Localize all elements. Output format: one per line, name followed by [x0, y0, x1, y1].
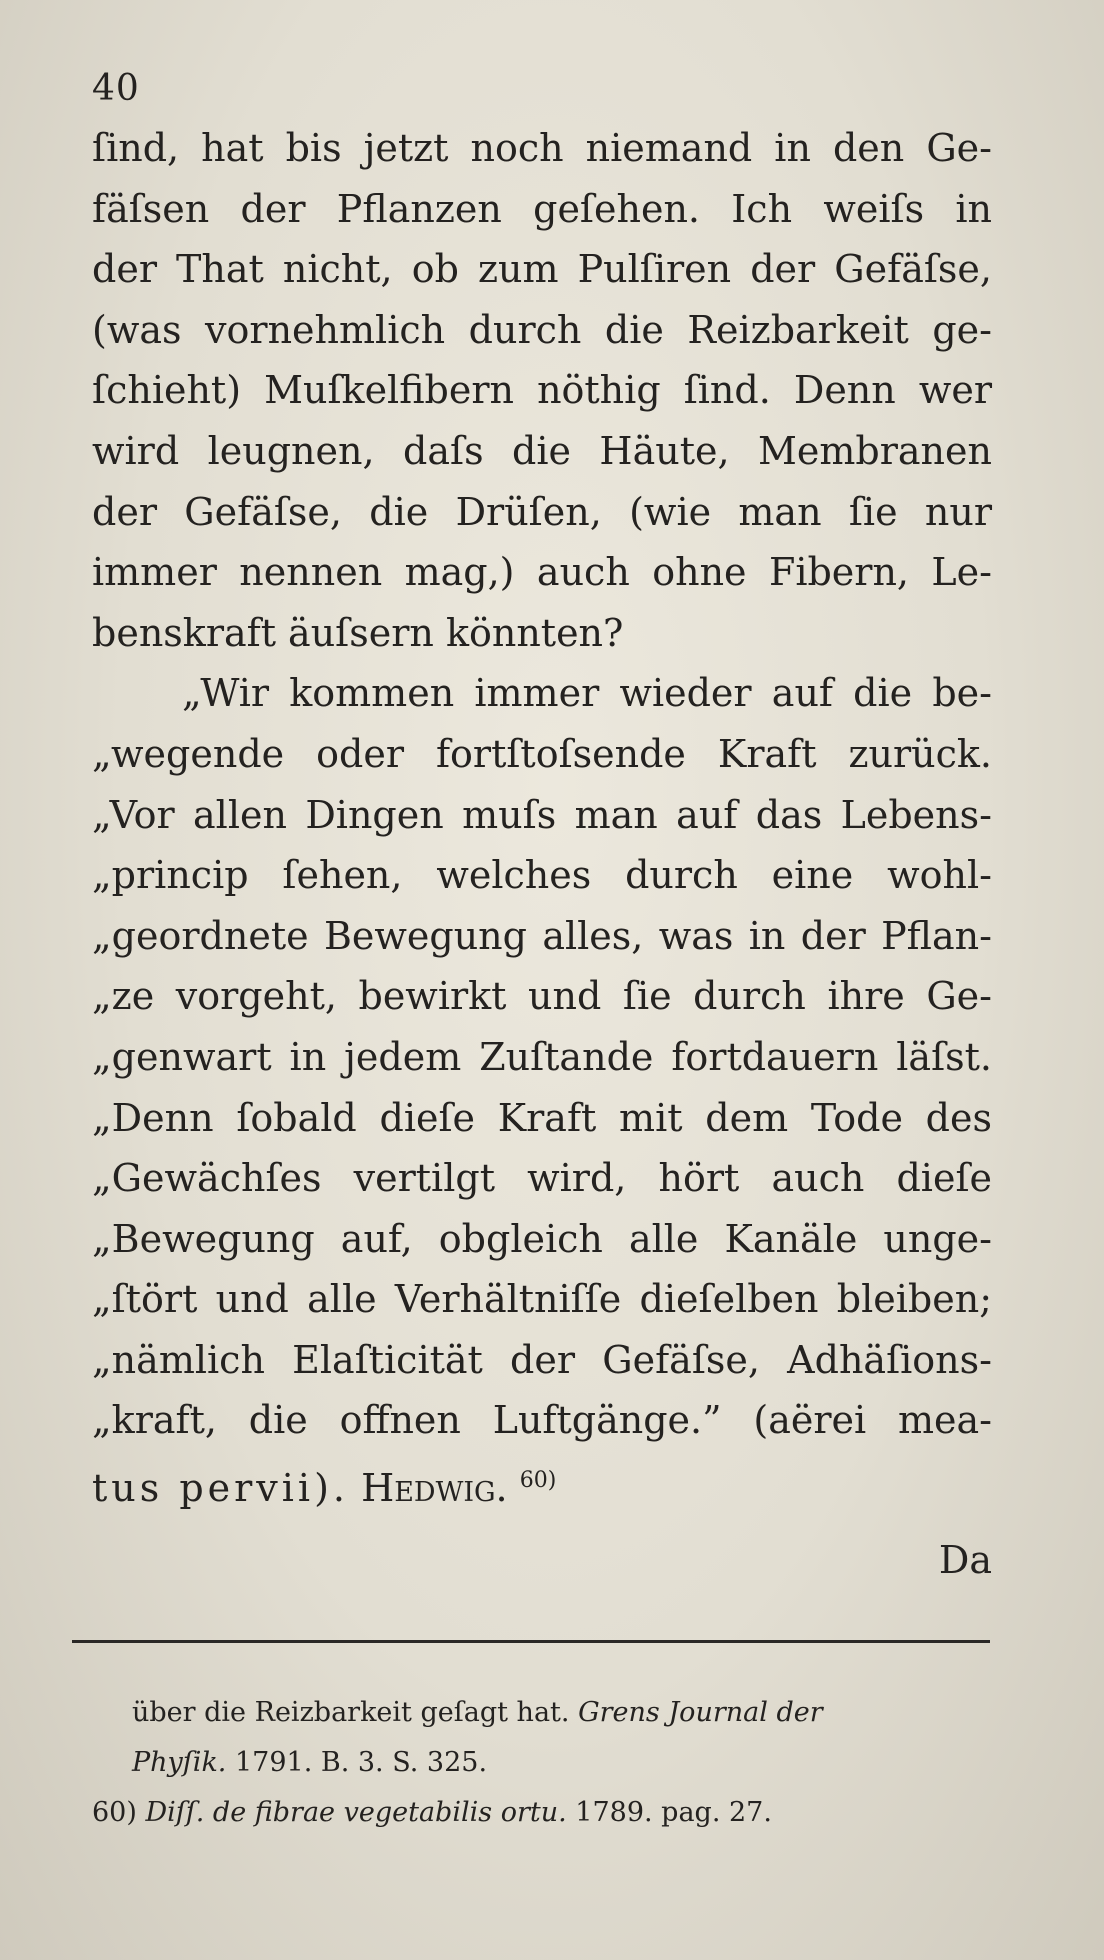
footnote-text: 1789. pag. 27. — [575, 1797, 772, 1828]
catchword: Da — [938, 1538, 992, 1582]
footnote-continuation — [92, 1688, 992, 1738]
text-line: „nämlich Elaſticität der Gefäſse, Adhäſions- — [92, 1337, 992, 1382]
text-line: „princip ſehen, welches durch eine wohl- — [92, 853, 992, 898]
text-line: wird leugnen, daſs die Häute, Membranen — [92, 428, 992, 473]
text-line: der That nicht, ob zum Pulſiren der Gefäſse, — [92, 247, 992, 292]
footnote-citation: Diſſ. de fibrae vegetabilis ortu. — [145, 1797, 567, 1828]
footnote-text: 1791. B. 3. S. 325. — [234, 1747, 488, 1778]
text-line: „ze vorgeht, bewirkt und ſie durch ihre Ge- — [92, 974, 992, 1019]
footnote-citation: Grens Journal der — [578, 1697, 823, 1728]
text-line: „Gewächſes vertilgt wird, hört auch dieſe — [92, 1156, 992, 1201]
text-line: „Vor allen Dingen muſs man auf das Lebens- — [92, 792, 992, 837]
spaced-text: tus pervii). — [92, 1466, 349, 1511]
author-name: Hedwig. — [361, 1466, 508, 1511]
text-line: der Gefäſse, die Drüſen, (wie man ſie nur — [92, 489, 992, 534]
footnote-citation: Phyſik. — [132, 1747, 227, 1778]
text-line: ſchieht) Muſkelfibern nöthig ſind. Denn wer — [92, 368, 992, 413]
footnotes — [92, 1688, 992, 1838]
text-line: „ſtört und alle Verhältniſſe dieſelben bleiben; — [92, 1277, 992, 1322]
text-line: „Denn ſobald dieſe Kraft mit dem Tode des — [92, 1095, 992, 1140]
text-line: ſind, hat bis jetzt noch niemand in den Ge- — [92, 126, 992, 170]
text-line: fäſsen der Pflanzen geſehen. Ich weiſs in — [92, 186, 992, 231]
text-line: „Bewegung auf, obgleich alle Kanäle unge- — [92, 1216, 992, 1261]
text-line: „geordnete Bewegung alles, was in der Pflan- — [92, 913, 992, 958]
text-line: „Wir kommen immer wieder auf die be- — [182, 671, 992, 716]
footnote-number: 60) — [92, 1797, 137, 1828]
text-line-final — [92, 1451, 992, 1512]
footnote-text: über die Reizbarkeit geſagt hat. — [132, 1697, 570, 1728]
text-line: (was vornehmlich durch die Reizbarkeit ge- — [92, 307, 992, 352]
footnote-reference: 60) — [519, 1468, 557, 1494]
page-number: 40 — [92, 68, 140, 109]
text-line: benskraft äuſsern könnten? — [92, 610, 624, 655]
main-text — [92, 118, 992, 1512]
text-line: immer nennen mag,) auch ohne Fibern, Le- — [92, 550, 992, 595]
text-line: „kraft, die offnen Luftgänge.” (aërei mea- — [92, 1398, 992, 1443]
text-line: „wegende oder fortſtoſsende Kraft zurück. — [92, 731, 992, 776]
footnote-divider — [72, 1640, 990, 1643]
footnote-continuation — [92, 1738, 992, 1788]
footnote-60 — [92, 1788, 992, 1838]
text-line: „genwart in jedem Zuſtande fortdauern läſst. — [92, 1034, 992, 1079]
